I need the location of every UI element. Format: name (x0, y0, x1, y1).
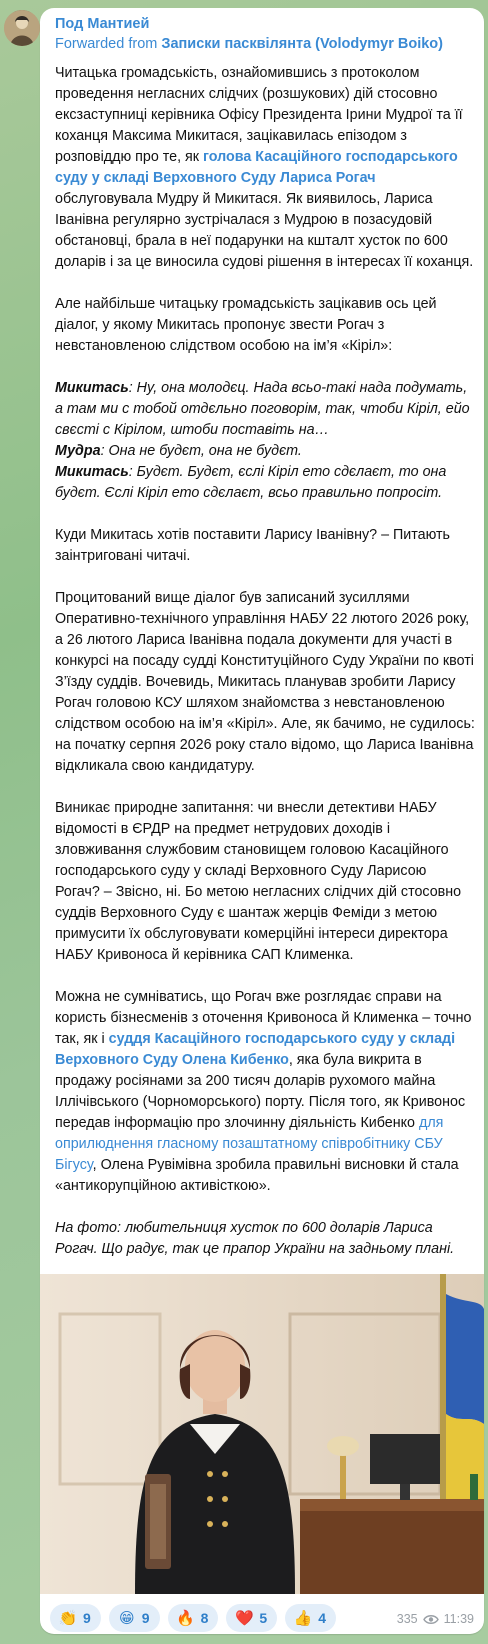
reaction-heart[interactable] (226, 1604, 277, 1632)
message-meta (397, 1612, 474, 1626)
paragraph-6-text-b: , яка була викрита в продажу росіянами за 200 тисяч доларів рухомого майна Іллічівського (Чорноморського) порту. Після того, як Кривонос передав інформацію про злочинну діяльність Кибенко (55, 1052, 470, 1131)
message-header (55, 14, 472, 54)
dialogue-line-2: : Она не будєт, она не будєт. (100, 443, 302, 459)
thumbs-up-icon: 👍 (293, 1610, 313, 1627)
paragraph-6 (55, 987, 475, 1197)
forwarded-from[interactable] (55, 34, 472, 54)
message-text (55, 63, 479, 1260)
paragraph-1 (55, 63, 475, 273)
fire-icon: 🔥 (176, 1610, 195, 1627)
channel-name[interactable]: Под Мантией (55, 16, 150, 32)
link-bihus[interactable]: для оприлюднення гласному позаштатному співробітнику СБУ Бігусу (55, 1115, 448, 1173)
eye-icon (423, 1614, 439, 1625)
reaction-count: 9 (141, 1610, 150, 1626)
reaction-grin[interactable] (109, 1604, 160, 1632)
paragraph-5: Виникає природне запитання: чи внесли детективи НАБУ відомості в ЄРДР на предмет нетрудових доходів і зловживання службовим становищем головою Касаційного господарського суду у складі Верховного Суду Ларисою Рогач? – Звісно, ні. Бо метою негласних слідчих дій стосовно суддів Верховного Суду є шантаж жерців Феміди з метою примусити їх обслуговувати комерційні інтереси директора НАБУ Кривоноса й керівника САП Клименка. (55, 800, 466, 963)
message-bubble (40, 8, 484, 1634)
dialogue-line-1: : Ну, она молодєц. Нада всьо-такі нада подумать, а там ми с тобой отдєльно поговорім, так, чтоби Кіріл, ейо свєсті с Кірілом, штоби поставіть на… (55, 380, 474, 438)
paragraph-4: Процитований вище діалог був записаний зусиллями Оперативно-технічного управління НАБУ 22 лютого 2026 року, а 26 лютого Лариса Іванівна подала документи для участі в конкурсі на посаду судді Конституційного Суду України по квоті З’їзду суддів. Вочевидь, Микитась планував зробити Ларису Рогач головою КСУ шляхом знайомства з невстановленою слідством особою на ім’я «Кіріл». Але, як бачимо, не судилось: на початку серпня 2026 року стало відомо, що Лариса Іванівна відкликала свою кандидатуру. (55, 590, 479, 774)
paragraph-6-text-c: , Олена Рувімівна зробила правильні висновки й стала «антикорупційною активісткою». (55, 1157, 463, 1194)
reaction-count: 4 (318, 1610, 326, 1626)
heart-icon: ❤️ (235, 1610, 254, 1627)
paragraph-1-text-a: Читацька громадськість, ознайомившись з протоколом проведення негласних слідчих (розшукових) дій стосовно ексзаступниці керівника Офісу Президента Ірини Мудрої та її коханця Максима Микитася, зацікавилась епізодом з розповіддю про те, як (55, 65, 467, 165)
link-kybenko[interactable]: суддя Касаційного господарського суду у складі Верховного Суду Олена Кибенко (55, 1031, 460, 1068)
paragraph-3: Куди Микитась хотів поставити Ларису Іванівну? – Питають заінтриговані читачі. (55, 527, 454, 564)
photo-caption: На фото: любительниця хусток по 600 доларів Лариса Рогач. Що радує, так це прапор України на задньому плані. (55, 1220, 455, 1257)
reaction-fire[interactable] (168, 1604, 219, 1632)
forwarded-prefix: Forwarded from (55, 36, 162, 52)
message-time: 11:39 (443, 1612, 474, 1626)
dialogue-speaker-3: Микитась (55, 464, 129, 480)
paragraph-2: Але найбільше читацьку громадськість зацікавив ось цей діалог, у якому Микитась пропонує звести Рогач з невстановленою слідством особою на ім’я «Кіріл»: (55, 296, 441, 354)
channel-avatar[interactable] (4, 10, 40, 46)
reaction-clap[interactable] (50, 1604, 101, 1632)
paragraph-6-text-a: Можна не сумніватись, що Рогач вже розглядає справи на користь бізнесменів з оточення Кривоноса й Клименка – точно так, як і (55, 989, 476, 1047)
reaction-thumbs-up[interactable] (285, 1604, 336, 1632)
message-photo[interactable] (40, 1274, 484, 1594)
dialogue-speaker-1: Микитась (55, 380, 129, 396)
dialogue-speaker-2: Мудра (55, 443, 101, 459)
paragraph-1-text-b: обслуговувала Мудру й Микитася. Як виявилось, Лариса Іванівна регулярно зустрічалася з Мудрою в позасудовій обстановці, брала в неї подарунки на кшталт хусток по 600 доларів і за це виносила судові рішення в інтересах її коханця. (55, 170, 474, 270)
grin-icon: 😁 (118, 1610, 135, 1627)
reaction-count: 9 (83, 1610, 91, 1626)
avatar-figure-icon (4, 10, 40, 46)
view-count: 335 (396, 1612, 418, 1626)
clap-icon: 👏 (58, 1610, 78, 1627)
reaction-count: 5 (259, 1610, 268, 1626)
reactions-bar (50, 1604, 336, 1632)
link-rogach[interactable]: голова Касаційного господарського суду у складі Верховного Суду Лариса Рогач (55, 149, 462, 186)
portrait-photo-icon (40, 1274, 484, 1594)
dialogue-line-3: : Будєт. Будєт, єслі Кіріл ето сдєлаєт, то она будєт. Єслі Кіріл ето сдєлаєт, всьо правильно попросіт. (55, 464, 451, 501)
dialogue (55, 378, 475, 504)
reaction-count: 8 (200, 1610, 209, 1626)
forwarded-source[interactable]: Записки пасквілянта (Volodymyr Boiko) (161, 36, 443, 52)
